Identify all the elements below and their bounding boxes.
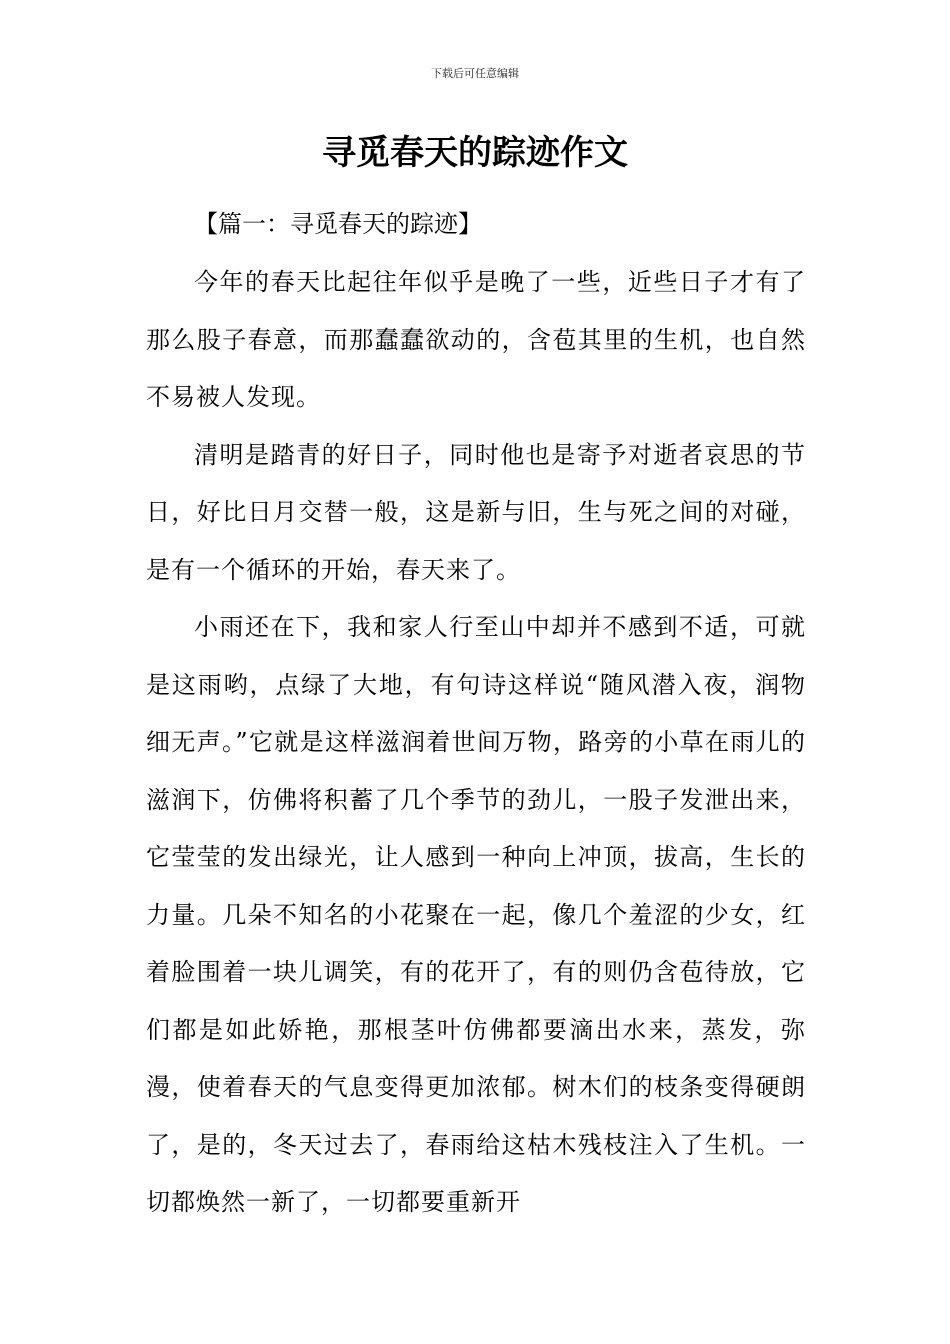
document-body [146,196,806,1232]
section-heading: 【篇一：寻觅春天的踪迹】 [194,210,482,238]
header-note: 下载后可任意编辑 [431,67,519,80]
paragraph-2: 清明是踏青的好日子，同时他也是寄予对逝者哀思的节日，好比日月交替一般，这是新与旧，生与死之间的对碰，是有一个循环的开始，春天来了。 [146,440,806,584]
paragraph-1: 今年的春天比起往年似乎是晚了一些，近些日子才有了那么股子春意，而那蠢蠢欲动的，含苞其里的生机，也自然不易被人发现。 [146,268,806,411]
page-title: 寻觅春天的踪迹作文 [322,133,628,173]
paragraph-3: 小雨还在下，我和家人行至山中却并不感到不适，可就是这雨哟，点绿了大地，有句诗这样说“随风潜入夜，润物细无声。”它就是这样滋润着世间万物，路旁的小草在雨儿的滋润下，仿佛将积蓄了几个季节的劲儿，一股子发泄出来，它莹莹的发出绿光，让人感到一种向上冲顶，拔高，生长的力量。几朵不知名的小花聚在一起，像几个羞涩的少女，红着脸围着一块儿调笑，有的花开了，有的则仍含苞待放，它们都是如此娇艳，那根茎叶仿佛都要滴出水来，蒸发，弥漫，使着春天的气息变得更加浓郁。树木们的枝条变得硬朗了，是的，冬天过去了，春雨给这枯木残枝注入了生机。一切都焕然一新了，一切都要重新开 [146,613,806,1216]
